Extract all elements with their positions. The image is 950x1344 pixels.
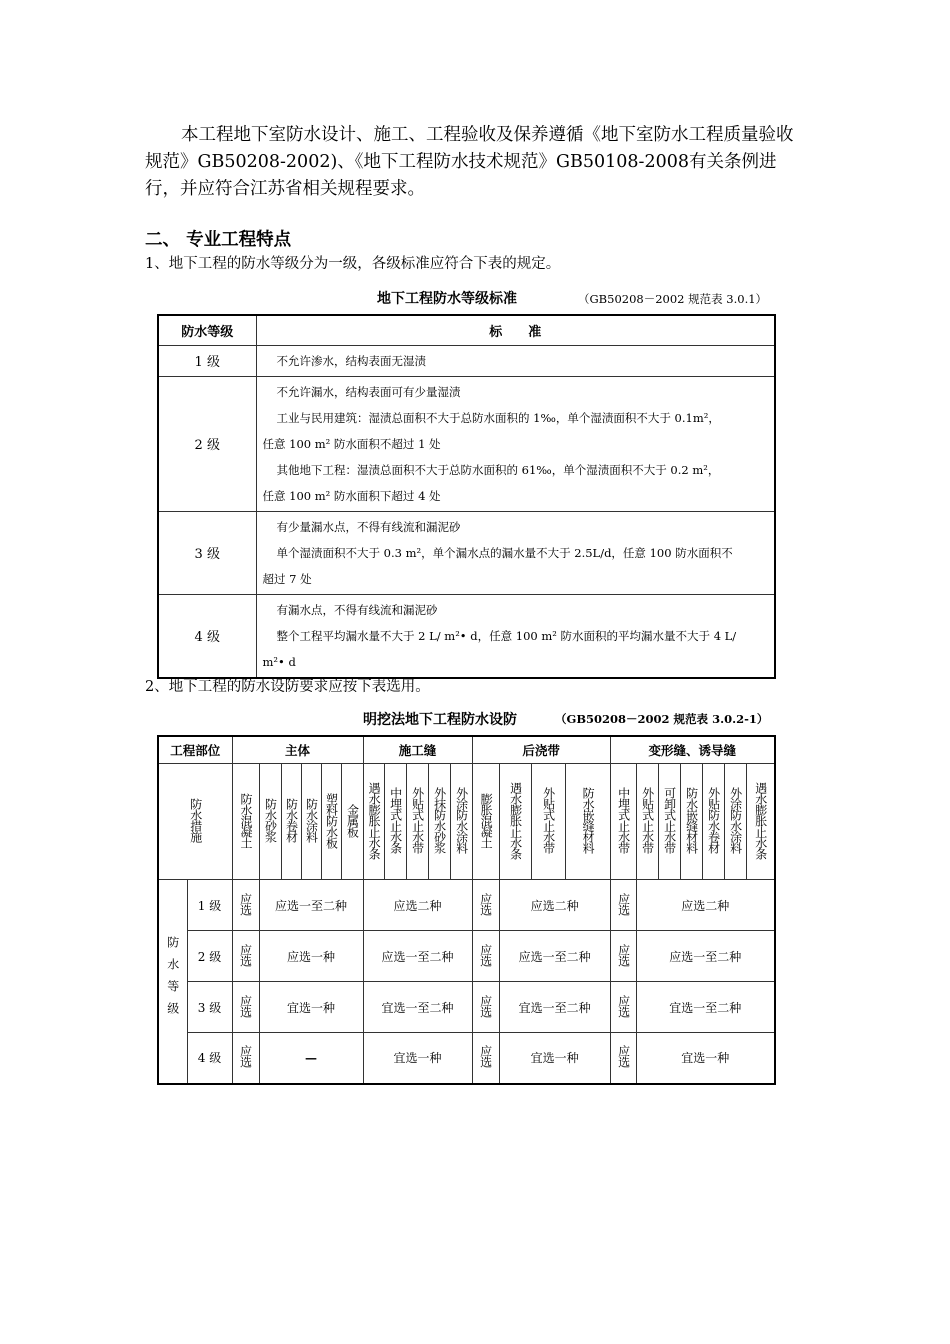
t2-joint: 宜选一种: [363, 1033, 472, 1084]
t2-must: 应选: [610, 982, 636, 1033]
t2-group-joint: 施工缝: [363, 736, 472, 764]
t2-measure: 防水卷材: [281, 764, 301, 880]
t2-deform: 宜选一至二种: [636, 982, 775, 1033]
t2-deform: 应选二种: [636, 880, 775, 931]
t2-measure: 外涂防水涂料: [450, 764, 472, 880]
t2-joint: 应选二种: [363, 880, 472, 931]
t2-level: 2 级: [187, 931, 232, 982]
t1-header-level: 防水等级: [158, 315, 256, 345]
t2-post: 应选一至二种: [499, 931, 610, 982]
t2-post: 宜选一至二种: [499, 982, 610, 1033]
t2-post: 宜选一种: [499, 1033, 610, 1084]
t1-standard: 不允许渗水，结构表面无湿渍: [256, 345, 775, 376]
t2-measure: 膨胀混凝土: [472, 764, 499, 880]
t2-measure: 防水砂浆: [259, 764, 281, 880]
t1-standard: 有少量漏水点，不得有线流和漏泥砂 单个湿渍面积不大于 0.3 m²，单个漏水点的漏水量不大于 2.5L/d，任意 100 防水面积不 超过 7 处: [256, 511, 775, 594]
t2-main: 应选一至二种: [259, 880, 363, 931]
t1-level: 3 级: [158, 511, 256, 594]
t2-must: 应选: [610, 880, 636, 931]
t1-standard: 有漏水点，不得有线流和漏泥砂 整个工程平均漏水量不大于 2 L/ m²• d，任意 100 m² 防水面积的平均漏水量不大于 4 L/ m²• d: [256, 594, 775, 678]
t2-post: 应选二种: [499, 880, 610, 931]
t2-measure: 遇水膨胀止水条: [363, 764, 384, 880]
t2-must: 应选: [472, 982, 499, 1033]
t2-measure: 可卸式止水带: [658, 764, 680, 880]
t2-deform: 宜选一种: [636, 1033, 775, 1084]
section-heading: 二、 专业工程特点: [145, 230, 292, 250]
t2-must: 应选: [610, 1033, 636, 1084]
t2-main: 应选一种: [259, 931, 363, 982]
t2-grade-label: 防水等级: [158, 880, 187, 1084]
t2-measure: 外贴式止水带: [531, 764, 565, 880]
t2-must: 应选: [610, 931, 636, 982]
t2-measure: 外贴式止水带: [406, 764, 428, 880]
t1-header-standard: 标 准: [256, 315, 775, 345]
t1-standard: 不允许漏水，结构表面可有少量湿渍 工业与民用建筑：湿渍总面积不大于总防水面积的 1‰，单个湿渍面积不大于 0.1m²， 任意 100 m² 防水面积不超过 1 处 其他地下工程：湿渍总面积不大于总防水面积的 61‰，单个湿渍面积不大于 0.2 m²， 任意 100 m² 防水面积下超过 4 处: [256, 376, 775, 511]
item-2: 2、地下工程的防水设防要求应按下表选用。: [145, 679, 430, 695]
t2-measure: 外贴式止水带: [636, 764, 658, 880]
t2-must: 应选: [232, 880, 259, 931]
t2-measure: 遇水膨胀止水条: [499, 764, 531, 880]
t2-must: 应选: [232, 1033, 259, 1084]
waterproof-measure-table: [157, 735, 776, 1085]
t2-must: 应选: [472, 1033, 499, 1084]
t2-measure: 外涂防水涂料: [724, 764, 746, 880]
t2-measure: 防水涂料: [301, 764, 321, 880]
t2-level: 4 级: [187, 1033, 232, 1084]
t2-measure: 金属板: [341, 764, 363, 880]
t2-group-main: 主体: [232, 736, 363, 764]
t2-measure: 中埋式止水带: [610, 764, 636, 880]
item-1: 1、地下工程的防水等级分为一级，各级标准应符合下表的规定。: [145, 256, 561, 272]
t2-measure: 塑料防水板: [321, 764, 341, 880]
t2-main: —: [259, 1033, 363, 1084]
t2-level: 1 级: [187, 880, 232, 931]
t2-header-part: 工程部位: [158, 736, 232, 764]
t1-level: 4 级: [158, 594, 256, 678]
t2-main: 宜选一种: [259, 982, 363, 1033]
t2-group-post: 后浇带: [472, 736, 610, 764]
t2-joint: 宜选一至二种: [363, 982, 472, 1033]
t2-measure-label: 防水措施: [158, 764, 232, 880]
t2-measure: 中埋式止水条: [384, 764, 406, 880]
table2-code: （GB50208－2002 规范表 3.0.2-1）: [555, 712, 769, 726]
t2-measure: 外贴防水卷材: [702, 764, 724, 880]
t2-measure: 防水嵌缝材料: [565, 764, 610, 880]
t2-deform: 应选一至二种: [636, 931, 775, 982]
table1-title: 地下工程防水等级标准: [377, 291, 517, 307]
t2-must: 应选: [472, 931, 499, 982]
t2-group-deform: 变形缝、诱导缝: [610, 736, 775, 764]
t2-joint: 应选一至二种: [363, 931, 472, 982]
t2-measure: 防水混凝土: [232, 764, 259, 880]
t2-must: 应选: [232, 931, 259, 982]
intro-paragraph: 本工程地下室防水设计、施工、工程验收及保养遵循《地下室防水工程质量验收规范》GB50208-2002)、《地下工程防水技术规范》GB50108-2008有关条例进行，并应符合江苏省相关规程要求。: [145, 125, 794, 199]
t1-level: 2 级: [158, 376, 256, 511]
t2-measure: 外抹防水砂浆: [428, 764, 450, 880]
t2-level: 3 级: [187, 982, 232, 1033]
t2-measure: 遇水膨胀止水条: [746, 764, 775, 880]
waterproof-grade-table: [157, 314, 776, 679]
t2-must: 应选: [232, 982, 259, 1033]
table2-title: 明挖法地下工程防水设防: [363, 712, 517, 728]
t2-must: 应选: [472, 880, 499, 931]
t2-measure: 防水嵌缝材料: [680, 764, 702, 880]
t1-level: 1 级: [158, 345, 256, 376]
table1-code: （GB50208－2002 规范表 3.0.1）: [578, 292, 768, 306]
